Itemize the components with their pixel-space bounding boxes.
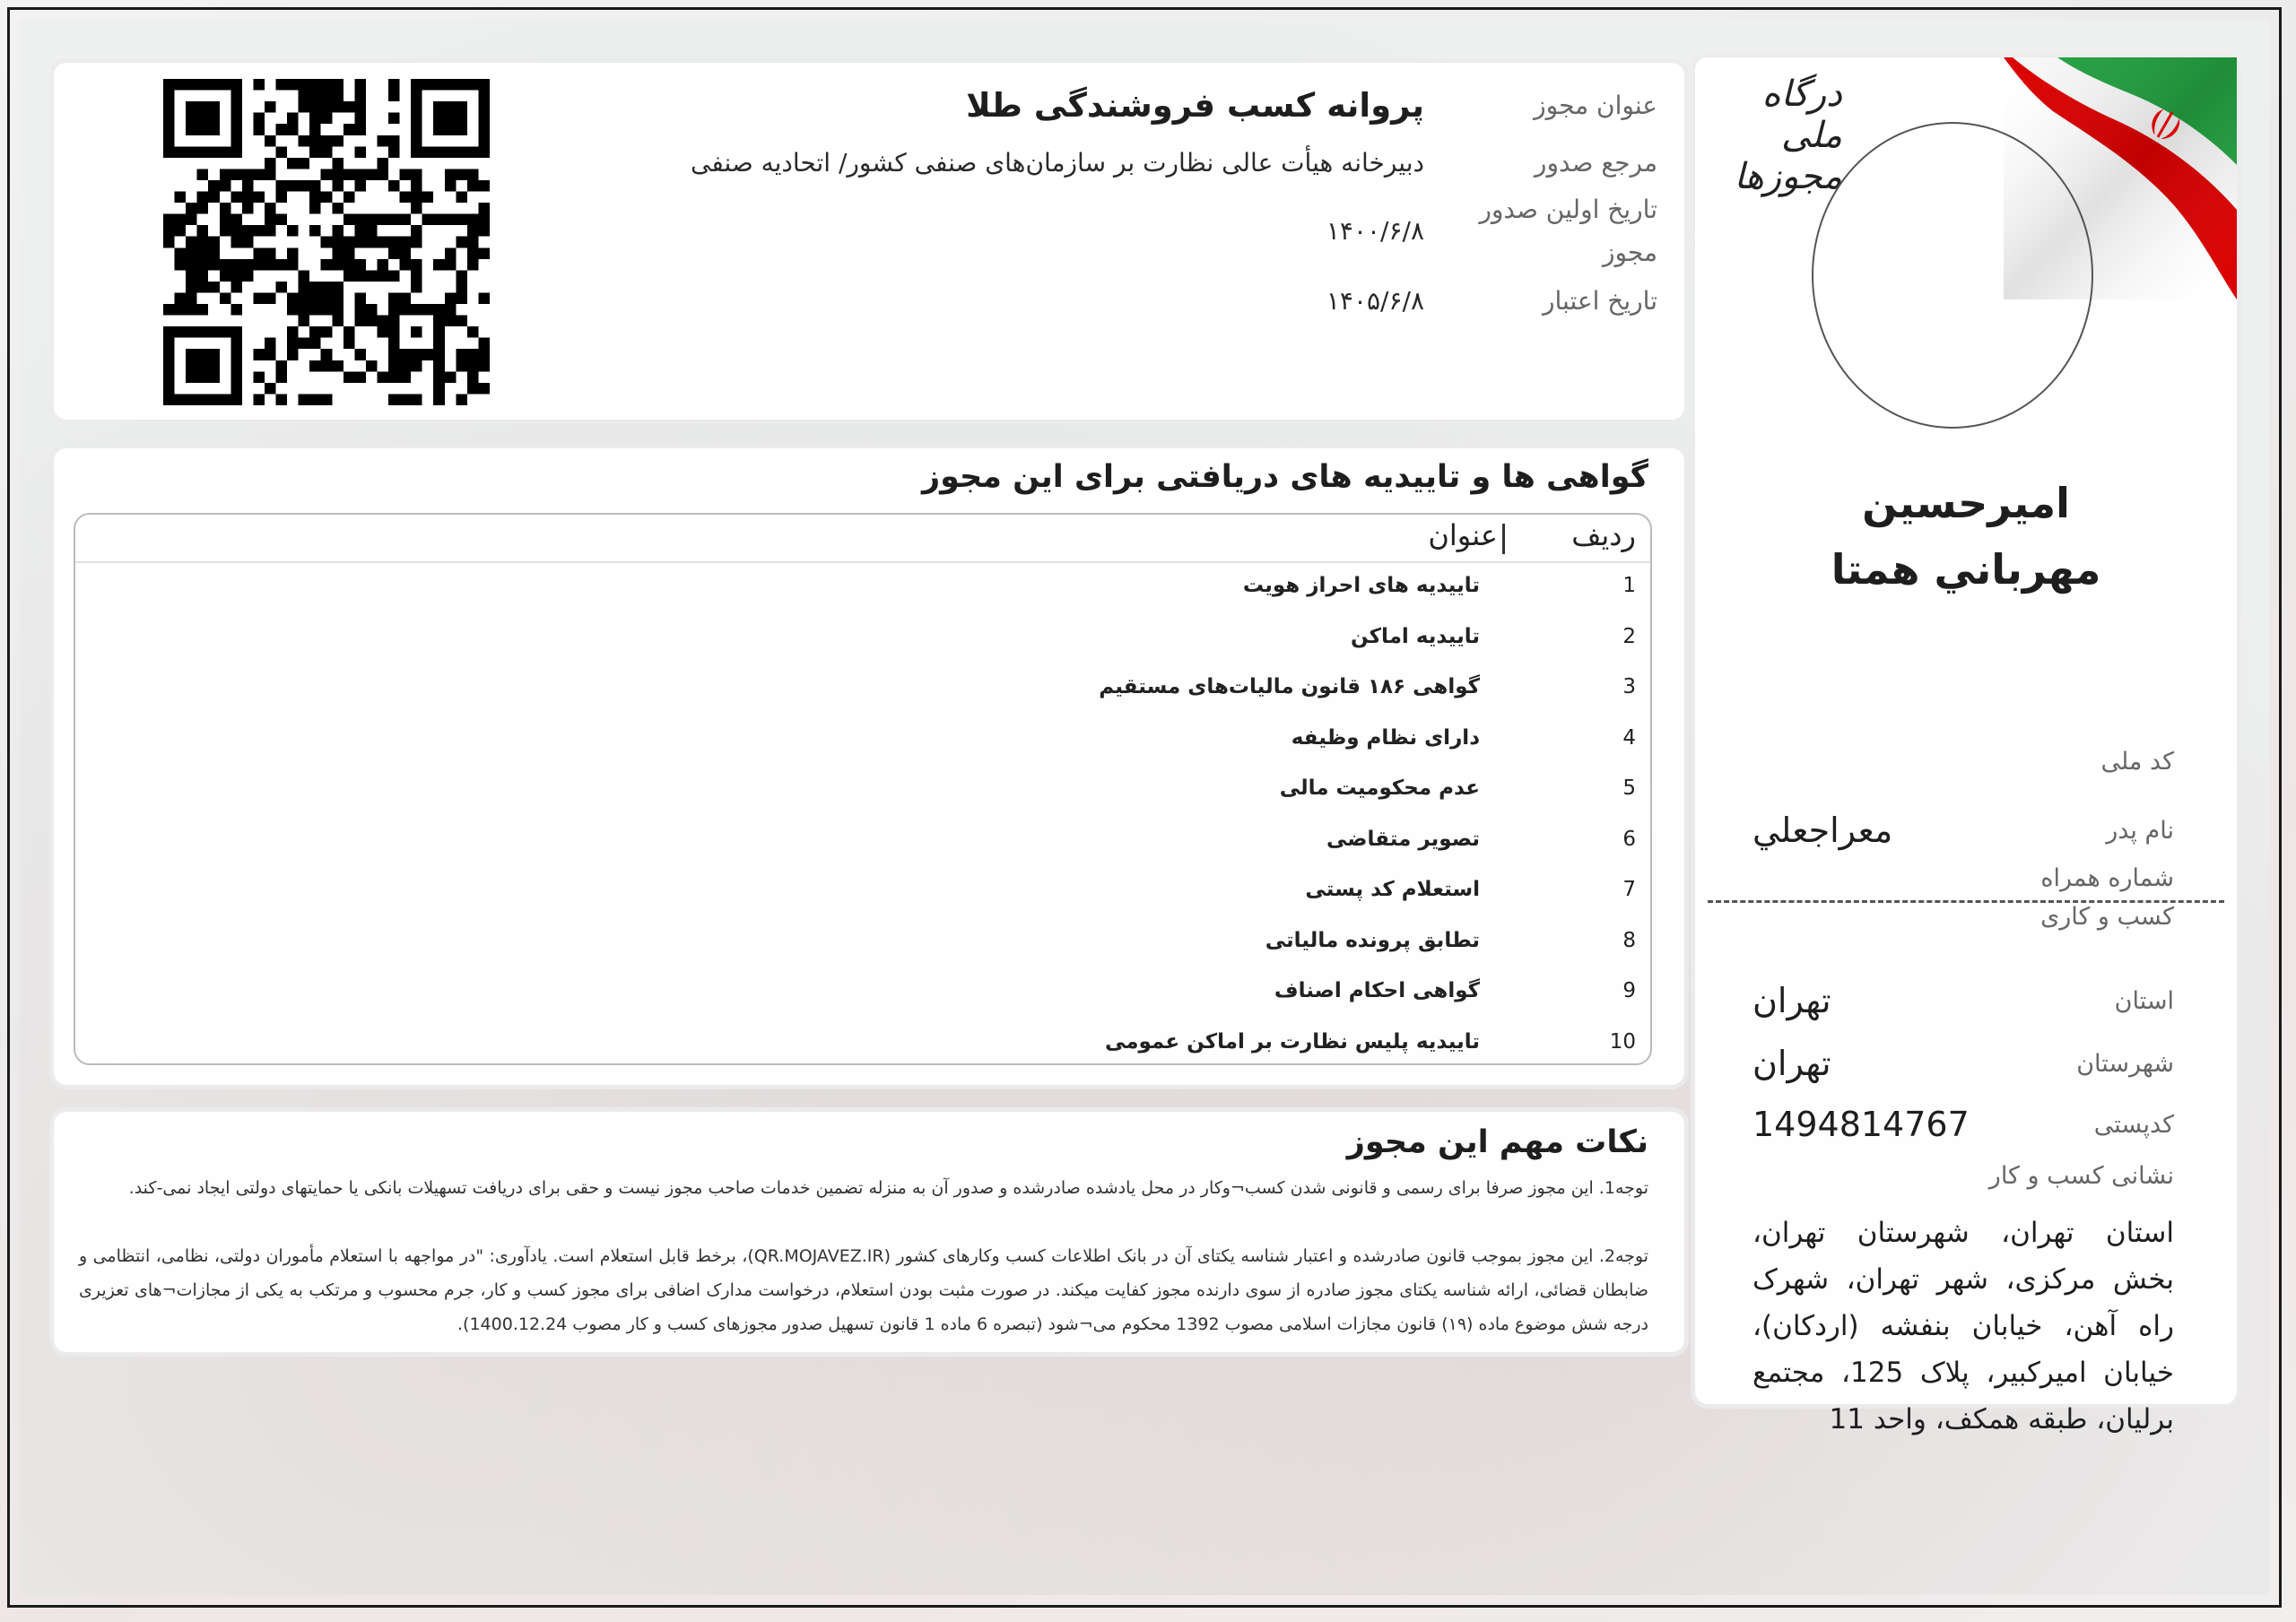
certificate-title: عدم محکومیت مالی: [1279, 776, 1480, 800]
province-label: استان: [2114, 986, 2174, 1015]
validity-value: ۱۴۰۵/۶/۸: [1326, 286, 1424, 316]
first-issue-row: [1326, 188, 1684, 274]
portal-logo: درگاه ملی مجوزها: [1734, 74, 1842, 197]
table-header: [75, 515, 1650, 563]
holder-name: [1695, 470, 2237, 603]
postal-code-row: [1752, 1105, 2174, 1144]
certificate-title: تاییدیه اماکن: [1350, 624, 1480, 648]
first-issue-value: ۱۴۰۰/۶/۸: [1326, 216, 1424, 246]
business-address: استان تهران، شهرستان تهران، بخش مرکزی، شهر تهران، شهرک راه آهن، خیابان بنفشه (اردکان)، خیابان امیرکبیر، پلاک 125، مجتمع برلیان، طبقه همکف، واحد 11: [1752, 1217, 2174, 1436]
national-id-label: کد ملی: [2100, 748, 2174, 776]
license-title: پروانه کسب فروشندگی طلا: [966, 86, 1424, 125]
row-number: 3: [1622, 675, 1636, 698]
col-separator: [1502, 524, 1505, 554]
validity-row: [1326, 280, 1684, 323]
row-number: 10: [1609, 1029, 1636, 1054]
validity-label: تاریخ اعتبار: [1542, 286, 1657, 316]
table-row: [75, 717, 1650, 768]
license-title-row: [966, 84, 1684, 127]
address-label-row: [1752, 1162, 2174, 1190]
certificate-title: دارای نظام وظیفه: [1291, 725, 1480, 750]
row-number: 9: [1622, 979, 1636, 1002]
table-row: [75, 768, 1650, 818]
table-row: [75, 1021, 1650, 1071]
qr-code[interactable]: [163, 79, 490, 405]
license-title-label: عنوان مجوز: [1534, 91, 1657, 120]
table-row: [75, 819, 1650, 869]
county-value: تهران: [1752, 1044, 1831, 1083]
notes-card: [54, 1112, 1684, 1352]
certificate-title: استعلام کد پستی: [1305, 878, 1480, 901]
first-issue-label: تاریخ اولین صدور مجوز: [1479, 195, 1657, 267]
postal-code-value: 1494814767: [1752, 1105, 1970, 1144]
table-row: [75, 666, 1650, 716]
row-number: 7: [1622, 878, 1636, 901]
certificate-title: تاییدیه های احراز هویت: [1242, 574, 1480, 597]
certificate-title: تطابق پرونده مالیاتی: [1265, 928, 1480, 952]
county-row: [1752, 1044, 2174, 1083]
province-value: تهران: [1752, 981, 1831, 1020]
issuer-row: [691, 142, 1684, 185]
certificates-table: [74, 513, 1652, 1065]
issuer-label: مرجع صدور: [1534, 148, 1657, 178]
address-label: نشانی کسب و کار: [1988, 1162, 2174, 1190]
avatar: [1812, 122, 2093, 429]
table-row: [75, 869, 1650, 919]
note-2: توجه2. این مجوز بموجب قانون صادرشده و اعتبار شناسه یکتای آن در بانک اطلاعات کسب وکارهای کشور (QR.MOJAVEZ.IR)، برخط قابل استعلام است. یادآوری: "در مواجهه با استعلام مأموران دولتی، نظامی، انتظامی و ضابطان قضائی، ارائه شناسه یکتای مجوز صادره از سوی دارنده مجوز کفایت میکند. در صورت مثبت بودن استعلام، درخواست مدارک اضافی برای مجوز کسب و کار، جرم محسوب و مرتکب به یکی از مجازات¬های تعزیری درجه شش موضوع ماده (۱۹) قانون مجازات اسلامی مصوب 1392 محکوم می¬شود (تبصره 6 ماده 1 قانون تسهیل صدور مجوزهای کسب و کار مصوب 1400.12.24).: [79, 1246, 1648, 1334]
table-row: [75, 920, 1650, 970]
table-row: [75, 565, 1650, 615]
mobile-label: شماره همراه: [2040, 864, 2174, 892]
national-id-row: [1752, 748, 2174, 776]
note-1: توجه1. این مجوز صرفا برای رسمی و قانونی شدن کسب¬وکار در محل یادشده صادرشده و صدور آن به منزله تضمین خدمات صاحب مجوز نیست و حقی برای دریافت تسهیلات بانکی یا حمایتهای دولتی ایجاد نمی-کند.: [128, 1178, 1648, 1198]
col-header-row: ردیف: [1571, 518, 1636, 552]
row-number: 5: [1622, 776, 1636, 800]
father-name-label: نام پدر: [2106, 816, 2174, 845]
issuer-value: دبیرخانه هیأت عالی نظارت بر سازمان‌های صنفی کشور/ اتحادیه صنفی: [691, 148, 1424, 178]
notes-heading: نکات مهم این مجوز: [1346, 1124, 1648, 1160]
row-number: 4: [1622, 725, 1636, 750]
certificate-title: گواهی ۱۸۶ قانون مالیات‌های مستقیم: [1099, 675, 1480, 698]
certificate-title: تاییدیه پلیس نظارت بر اماکن عمومی: [1105, 1029, 1480, 1054]
certificate-title: گواهی احکام اصناف: [1274, 979, 1480, 1002]
row-number: 1: [1622, 574, 1636, 597]
certificate-title: تصویر متقاضی: [1326, 827, 1480, 851]
certificates-heading: گواهی ها و تاییدیه های دریافتی برای این مجوز: [921, 459, 1648, 495]
row-number: 6: [1622, 827, 1636, 851]
postal-code-label: کدپستی: [2093, 1110, 2174, 1139]
last-name: مهرباني همتا: [1831, 545, 2101, 594]
father-name-row: [1752, 811, 2174, 850]
row-number: 8: [1622, 928, 1636, 952]
business-mobile-label: کسب و کاری: [2040, 903, 2174, 931]
profile-card: [1695, 57, 2237, 1436]
table-row: [75, 970, 1650, 1020]
section-divider: [1708, 900, 2224, 903]
col-header-title: عنوان: [1428, 518, 1498, 552]
certificates-card: [54, 448, 1684, 1085]
row-number: 2: [1622, 624, 1636, 648]
mobile-row: [1752, 864, 2174, 892]
father-name-value: معراجعلي: [1752, 811, 1893, 850]
county-label: شهرستان: [2076, 1049, 2174, 1078]
first-name: اميرحسين: [1862, 479, 2070, 527]
license-card: [54, 63, 1684, 420]
province-row: [1752, 981, 2174, 1020]
business-mobile-row: [1752, 903, 2174, 931]
table-row: [75, 616, 1650, 666]
